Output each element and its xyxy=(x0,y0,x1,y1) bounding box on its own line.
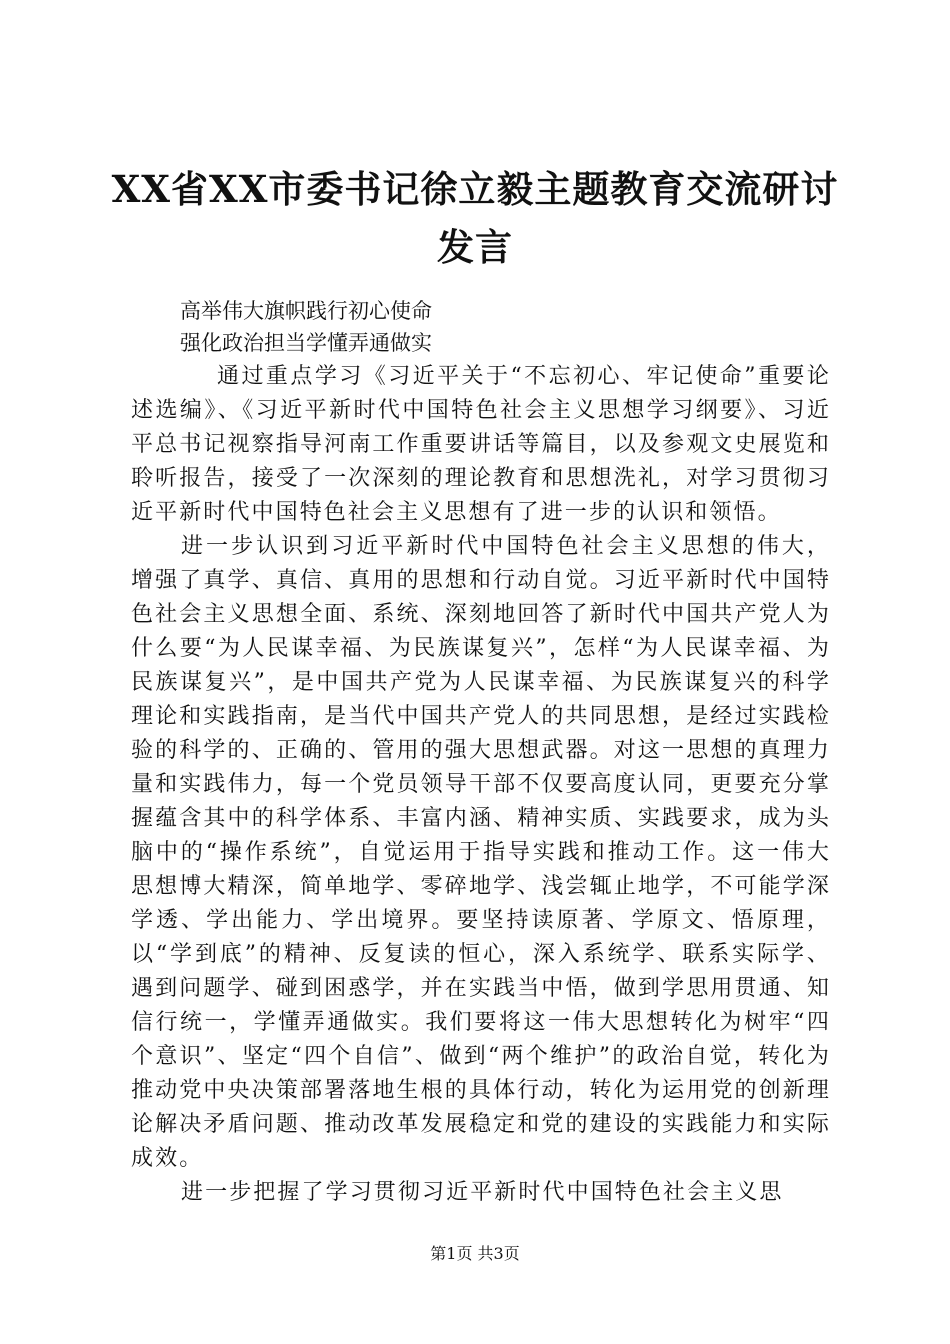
document-title: XX省XX市委书记徐立毅主题教育交流研讨发言 xyxy=(111,167,839,269)
paragraph-3: 进一步把握了学习贯彻习近平新时代中国特色社会主义思 xyxy=(181,1180,784,1205)
subtitle-line-2: 强化政治担当学懂弄通做实 xyxy=(180,331,432,355)
page-footer: 第1页 共3页 xyxy=(430,1244,520,1263)
paragraph-1: 通过重点学习《习近平关于“不忘初心、牢记使命”重要论述选编》、《习近平新时代中国特色社会主义思想学习纲要》、习近平总书记视察指导河南工作重要讲话等篇目，以及参观文史展览和聆听报告，接受了一次深刻的理论教育和思想洗礼，对学习贯彻习近平新时代中国特色社会主义思想有了进一步的认识和领悟。 xyxy=(131,364,831,525)
paragraph-2: 进一步认识到习近平新时代中国特色社会主义思想的伟大，增强了真学、真信、真用的思想和行动自觉。习近平新时代中国特色社会主义思想全面、系统、深刻地回答了新时代中国共产党人为什么要“为人民谋幸福、为民族谋复兴”，怎样“为人民谋幸福、为民族谋复兴”，是中国共产党为人民谋幸福、为民族谋复兴的科学理论和实践指南，是当代中国共产党人的共同思想，是经过实践检验的科学的、正确的、管用的强大思想武器。对这一思想的真理力量和实践伟力，每一个党员领导干部不仅要高度认同，更要充分掌握蕴含其中的科学体系、丰富内涵、精神实质、实践要求，成为头脑中的“操作系统”，自觉运用于指导实践和推动工作。这一伟大思想博大精深，简单地学、零碎地学、浅尝辄止地学，不可能学深学透、学出能力、学出境界。要坚持读原著、学原文、悟原理，以“学到底”的精神、反复读的恒心，深入系统学、联系实际学、遇到问题学、碰到困惑学，并在实践当中悟，做到学思用贯通、知信行统一，学懂弄通做实。我们要将这一伟大思想转化为树牢“四个意识”、坚定“四个自信”、做到“两个维护”的政治自觉，转化为推动党中央决策部署落地生根的具体行动，转化为运用党的创新理论解决矛盾问题、推动改革发展稳定和党的建设的实践能力和实际成效。 xyxy=(131,534,831,1171)
document-body xyxy=(131,360,831,1210)
subtitle-line-1: 高举伟大旗帜践行初心使命 xyxy=(180,299,432,323)
